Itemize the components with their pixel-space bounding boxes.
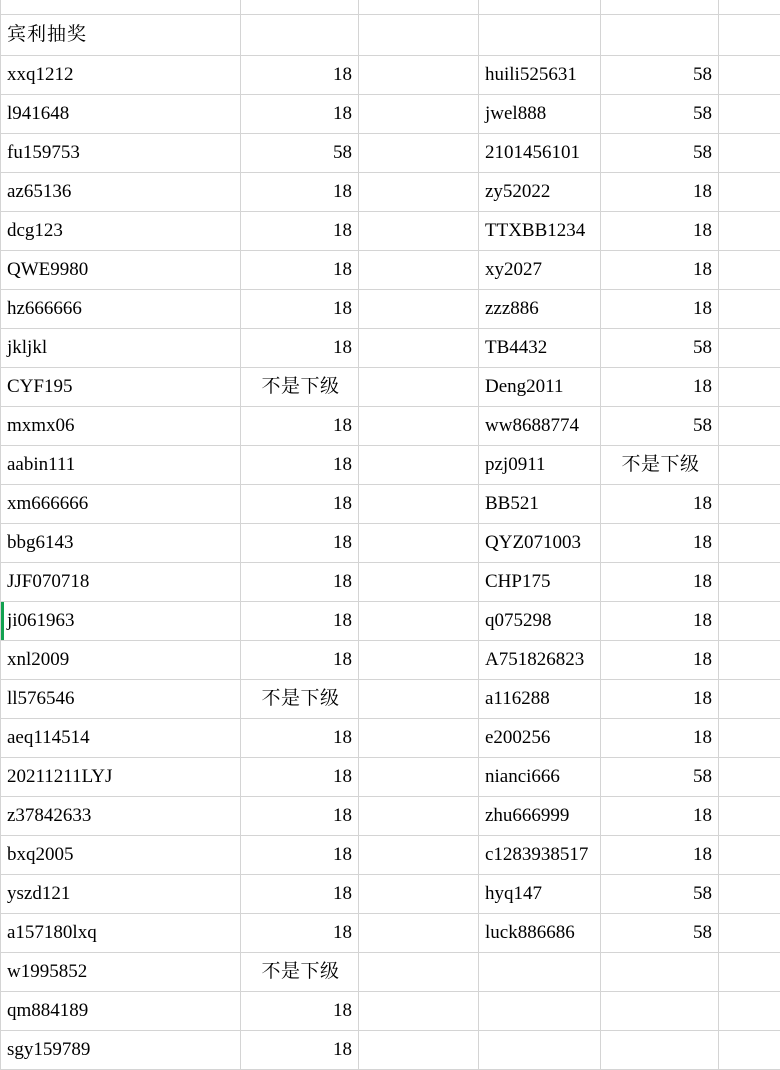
table-row (1, 719, 780, 758)
table-row (1, 173, 780, 212)
cell-b0[interactable] (241, 0, 359, 15)
entry-value-left[interactable]: 18 (241, 875, 359, 914)
tail-cell[interactable] (719, 758, 780, 797)
spacer-cell[interactable] (359, 407, 479, 446)
entry-name-right[interactable]: q075298 (479, 602, 601, 641)
entry-name-right[interactable]: luck886686 (479, 914, 601, 953)
entry-name-left[interactable]: sgy159789 (1, 1031, 241, 1070)
spacer-cell[interactable] (359, 446, 479, 485)
table-row (1, 251, 780, 290)
spacer-cell[interactable] (359, 836, 479, 875)
spacer-cell[interactable] (359, 134, 479, 173)
entry-name-right[interactable]: xy2027 (479, 251, 601, 290)
entry-name-right[interactable] (479, 953, 601, 992)
spacer-cell[interactable] (359, 719, 479, 758)
entry-name-left[interactable]: aeq114514 (1, 719, 241, 758)
entry-value-right[interactable] (601, 992, 719, 1031)
entry-name-left[interactable]: qm884189 (1, 992, 241, 1031)
entry-value-right[interactable]: 18 (601, 680, 719, 719)
spacer-cell[interactable] (359, 56, 479, 95)
entry-value-left[interactable]: 18 (241, 758, 359, 797)
entry-status-left[interactable]: 不是下级 (241, 680, 359, 719)
entry-name-right[interactable]: huili525631 (479, 56, 601, 95)
spacer-cell[interactable] (359, 329, 479, 368)
entry-name-right[interactable]: c1283938517 (479, 836, 601, 875)
tail-cell[interactable] (719, 173, 780, 212)
entry-value-left[interactable]: 18 (241, 524, 359, 563)
table-row (1, 602, 780, 641)
entry-value-right[interactable]: 18 (601, 290, 719, 329)
entry-name-left[interactable]: ll576546 (1, 680, 241, 719)
entry-value-right[interactable]: 18 (601, 368, 719, 407)
entry-name-right[interactable]: zzz886 (479, 290, 601, 329)
tail-cell[interactable] (719, 953, 780, 992)
tail-cell[interactable] (719, 914, 780, 953)
entry-value-right[interactable]: 18 (601, 836, 719, 875)
spacer-cell[interactable] (359, 758, 479, 797)
spacer-cell[interactable] (359, 212, 479, 251)
spacer-cell[interactable] (359, 290, 479, 329)
table-row (1, 914, 780, 953)
entry-value-left[interactable]: 18 (241, 1031, 359, 1070)
grid-top-row (1, 0, 780, 15)
entry-name-right[interactable] (479, 1031, 601, 1070)
entry-status-left[interactable]: 不是下级 (241, 368, 359, 407)
tail-cell[interactable] (719, 290, 780, 329)
entry-name-left[interactable]: xxq1212 (1, 56, 241, 95)
table-row (1, 56, 780, 95)
entry-value-right[interactable]: 18 (601, 641, 719, 680)
entry-value-left[interactable]: 18 (241, 797, 359, 836)
entry-name-left[interactable]: a157180lxq (1, 914, 241, 953)
tail-cell[interactable] (719, 602, 780, 641)
spacer-cell[interactable] (359, 602, 479, 641)
entry-name-right[interactable]: zhu666999 (479, 797, 601, 836)
tail-cell[interactable] (719, 407, 780, 446)
entry-name-left[interactable]: l941648 (1, 95, 241, 134)
entry-value-right[interactable]: 58 (601, 758, 719, 797)
entry-name-left[interactable]: mxmx06 (1, 407, 241, 446)
entry-value-right[interactable]: 58 (601, 95, 719, 134)
table-row (1, 524, 780, 563)
entry-value-left[interactable]: 18 (241, 446, 359, 485)
table-row (1, 290, 780, 329)
entry-status-right[interactable]: 不是下级 (601, 446, 719, 485)
entry-value-left[interactable]: 18 (241, 992, 359, 1031)
entry-name-right[interactable]: Deng2011 (479, 368, 601, 407)
spacer-cell[interactable] (359, 485, 479, 524)
table-row (1, 680, 780, 719)
table-row (1, 836, 780, 875)
entry-value-left[interactable]: 18 (241, 407, 359, 446)
entry-value-right[interactable]: 58 (601, 329, 719, 368)
table-row (1, 95, 780, 134)
tail-cell[interactable] (719, 368, 780, 407)
entry-value-right[interactable]: 18 (601, 212, 719, 251)
table-row (1, 563, 780, 602)
tail-cell[interactable] (719, 719, 780, 758)
spacer-cell[interactable] (359, 914, 479, 953)
cell-d0[interactable] (479, 0, 601, 15)
entry-name-left[interactable]: QWE9980 (1, 251, 241, 290)
entry-status-left[interactable]: 不是下级 (241, 953, 359, 992)
tail-cell[interactable] (719, 95, 780, 134)
entry-name-left[interactable]: xm666666 (1, 485, 241, 524)
entry-value-right[interactable]: 58 (601, 875, 719, 914)
entry-name-left[interactable]: hz666666 (1, 290, 241, 329)
table-row (1, 875, 780, 914)
entry-name-left[interactable]: w1995852 (1, 953, 241, 992)
tail-cell[interactable] (719, 134, 780, 173)
title-row-right-value-cell[interactable] (601, 15, 719, 56)
entry-value-right[interactable]: 18 (601, 524, 719, 563)
tail-cell[interactable] (719, 1031, 780, 1070)
sheet-title-row (1, 15, 780, 56)
entry-value-left[interactable]: 18 (241, 212, 359, 251)
entry-name-right[interactable]: hyq147 (479, 875, 601, 914)
entry-name-left[interactable]: jkljkl (1, 329, 241, 368)
spacer-cell[interactable] (359, 875, 479, 914)
sheet-title[interactable]: 宾利抽奖 (1, 15, 241, 56)
entry-value-right[interactable]: 18 (601, 602, 719, 641)
table-row (1, 407, 780, 446)
entry-name-left-selected[interactable]: ji061963 (1, 602, 241, 641)
entry-name-left[interactable]: bxq2005 (1, 836, 241, 875)
cell-c0[interactable] (359, 0, 479, 15)
entry-name-right[interactable]: QYZ071003 (479, 524, 601, 563)
entry-value-left[interactable]: 18 (241, 56, 359, 95)
entry-name-right[interactable]: TB4432 (479, 329, 601, 368)
entry-value-right[interactable]: 18 (601, 485, 719, 524)
spacer-cell[interactable] (359, 1031, 479, 1070)
table-row (1, 641, 780, 680)
entry-value-right[interactable]: 18 (601, 797, 719, 836)
entry-value-left[interactable]: 18 (241, 719, 359, 758)
entry-value-right[interactable]: 58 (601, 407, 719, 446)
tail-cell[interactable] (719, 797, 780, 836)
tail-cell[interactable] (719, 563, 780, 602)
title-row-tail-cell[interactable] (719, 15, 780, 56)
entry-name-right[interactable]: CHP175 (479, 563, 601, 602)
entry-name-right[interactable]: a116288 (479, 680, 601, 719)
entry-name-right[interactable]: TTXBB1234 (479, 212, 601, 251)
tail-cell[interactable] (719, 329, 780, 368)
spacer-cell[interactable] (359, 173, 479, 212)
entry-value-left[interactable]: 58 (241, 134, 359, 173)
cell-a0[interactable] (1, 0, 241, 15)
spacer-cell[interactable] (359, 524, 479, 563)
entry-name-left[interactable]: yszd121 (1, 875, 241, 914)
entry-value-left[interactable]: 18 (241, 485, 359, 524)
entry-name-left[interactable]: JJF070718 (1, 563, 241, 602)
entry-name-right[interactable]: BB521 (479, 485, 601, 524)
entry-name-left[interactable]: dcg123 (1, 212, 241, 251)
tail-cell[interactable] (719, 524, 780, 563)
entry-name-left[interactable]: CYF195 (1, 368, 241, 407)
table-row (1, 758, 780, 797)
entry-name-right[interactable]: jwel888 (479, 95, 601, 134)
table-row (1, 485, 780, 524)
table-row (1, 446, 780, 485)
tail-cell[interactable] (719, 836, 780, 875)
spacer-cell[interactable] (359, 992, 479, 1031)
spacer-cell[interactable] (359, 95, 479, 134)
spacer-cell[interactable] (359, 563, 479, 602)
entry-value-left[interactable]: 18 (241, 290, 359, 329)
spacer-cell[interactable] (359, 680, 479, 719)
cell-e0[interactable] (601, 0, 719, 15)
spacer-cell[interactable] (359, 251, 479, 290)
entry-value-left[interactable]: 18 (241, 173, 359, 212)
entry-name-left[interactable]: aabin111 (1, 446, 241, 485)
tail-cell[interactable] (719, 992, 780, 1031)
entry-value-left[interactable]: 18 (241, 602, 359, 641)
entry-name-right[interactable]: ww8688774 (479, 407, 601, 446)
entry-value-right[interactable]: 18 (601, 563, 719, 602)
cell-f0[interactable] (719, 0, 780, 15)
table-row (1, 134, 780, 173)
entry-name-right[interactable]: 2101456101 (479, 134, 601, 173)
entry-value-right[interactable]: 58 (601, 134, 719, 173)
table-row (1, 1031, 780, 1070)
entry-name-right[interactable]: pzj0911 (479, 446, 601, 485)
spacer-cell[interactable] (359, 368, 479, 407)
table-row (1, 329, 780, 368)
entry-name-right[interactable]: e200256 (479, 719, 601, 758)
table-row (1, 797, 780, 836)
entry-name-right[interactable] (479, 992, 601, 1031)
tail-cell[interactable] (719, 212, 780, 251)
entry-value-left[interactable]: 18 (241, 914, 359, 953)
entry-name-left[interactable]: z37842633 (1, 797, 241, 836)
tail-cell[interactable] (719, 56, 780, 95)
title-row-gap-cell[interactable] (359, 15, 479, 56)
entry-value-right[interactable]: 18 (601, 719, 719, 758)
table-row (1, 368, 780, 407)
entry-value-right[interactable]: 18 (601, 173, 719, 212)
entry-name-right[interactable]: A751826823 (479, 641, 601, 680)
title-row-value-cell[interactable] (241, 15, 359, 56)
entry-name-left[interactable]: fu159753 (1, 134, 241, 173)
entry-value-left[interactable]: 18 (241, 251, 359, 290)
spacer-cell[interactable] (359, 953, 479, 992)
spacer-cell[interactable] (359, 797, 479, 836)
entry-value-right[interactable]: 58 (601, 56, 719, 95)
table-row (1, 953, 780, 992)
entry-value-left[interactable]: 18 (241, 836, 359, 875)
table-row (1, 212, 780, 251)
tail-cell[interactable] (719, 641, 780, 680)
tail-cell[interactable] (719, 485, 780, 524)
entry-value-left[interactable]: 18 (241, 329, 359, 368)
spacer-cell[interactable] (359, 641, 479, 680)
entry-name-right[interactable]: zy52022 (479, 173, 601, 212)
table-row (1, 992, 780, 1031)
entry-value-right[interactable] (601, 953, 719, 992)
tail-cell[interactable] (719, 875, 780, 914)
entry-value-right[interactable]: 18 (601, 251, 719, 290)
entry-name-left[interactable]: xnl2009 (1, 641, 241, 680)
tail-cell[interactable] (719, 680, 780, 719)
entry-name-right[interactable]: nianci666 (479, 758, 601, 797)
title-row-right-name-cell[interactable] (479, 15, 601, 56)
entry-value-right[interactable]: 58 (601, 914, 719, 953)
entry-value-left[interactable]: 18 (241, 563, 359, 602)
entry-name-left[interactable]: az65136 (1, 173, 241, 212)
entry-name-left[interactable]: 20211211LYJ (1, 758, 241, 797)
entry-name-left[interactable]: bbg6143 (1, 524, 241, 563)
tail-cell[interactable] (719, 251, 780, 290)
entry-value-left[interactable]: 18 (241, 641, 359, 680)
entry-value-left[interactable]: 18 (241, 95, 359, 134)
tail-cell[interactable] (719, 446, 780, 485)
entry-value-right[interactable] (601, 1031, 719, 1070)
